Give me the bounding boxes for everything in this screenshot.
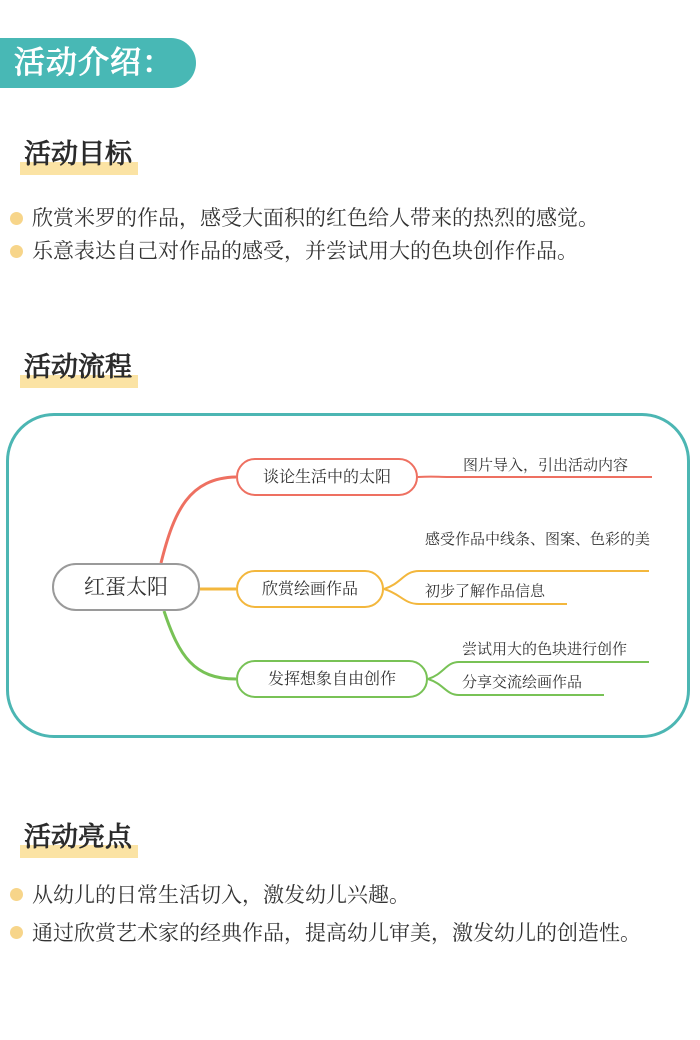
mindmap-leaf: 感受作品中线条、图案、色彩的美: [425, 530, 651, 548]
list-item: 欣赏米罗的作品，感受大面积的红色给人带来的热烈的感觉。: [10, 202, 698, 235]
highlights-heading: [24, 815, 132, 854]
mindmap-branch-3: 发挥想象自由创作: [236, 660, 428, 698]
bullet-dot-icon: [10, 888, 23, 901]
mindmap-leaf: 初步了解作品信息: [425, 582, 546, 600]
bullet-dot-icon: [10, 245, 23, 258]
list-item: 通过欣赏艺术家的经典作品，提高幼儿审美，激发幼儿的创造性。: [10, 914, 698, 952]
branch-connector-3: [164, 611, 236, 679]
bullet-dot-icon: [10, 212, 23, 225]
goals-list: [10, 202, 698, 268]
mindmap-leaf: 尝试用大的色块进行创作: [462, 640, 628, 658]
goals-title: 活动目标: [24, 139, 132, 170]
mindmap-leaf: 分享交流绘画作品: [462, 673, 583, 691]
highlights-list: [10, 876, 698, 952]
mindmap-branch-2: 欣赏绘画作品: [236, 570, 384, 608]
mindmap-branch-1: 谈论生活中的太阳: [236, 458, 418, 496]
list-item: 乐意表达自己对作品的感受，并尝试用大的色块创作作品。: [10, 235, 698, 268]
goals-heading: [24, 132, 132, 171]
mindmap-leaf: 图片导入，引出活动内容: [463, 456, 629, 474]
mindmap-root: 红蛋太阳: [52, 563, 200, 611]
list-item: 从幼儿的日常生活切入，激发幼儿兴趣。: [10, 876, 698, 914]
bullet-dot-icon: [10, 926, 23, 939]
branch-connector-1: [161, 477, 236, 563]
section-banner: 活动介绍：: [0, 38, 196, 88]
highlights-title: 活动亮点: [24, 822, 132, 853]
mindmap: [6, 413, 690, 738]
process-title: 活动流程: [24, 352, 132, 383]
process-heading: [24, 345, 132, 384]
